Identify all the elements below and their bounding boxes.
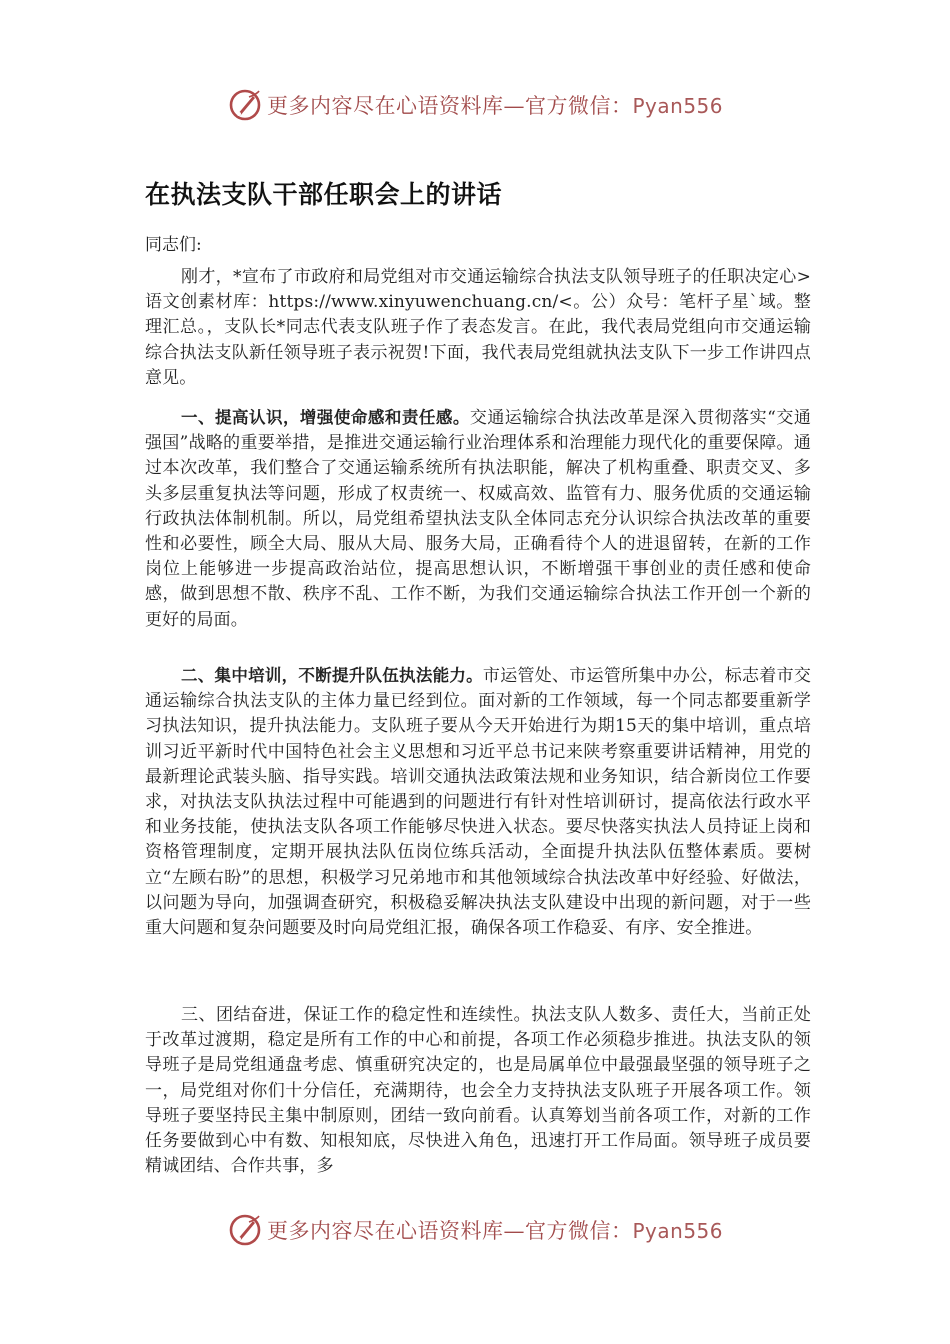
wechat-id: Pyan556 [632, 1219, 723, 1243]
salutation: 同志们: [145, 235, 202, 255]
paragraph-text: 市运管处、市运管所集中办公，标志着市交通运输综合执法支队的主体力量已经到位。面对新的工作领域，每一个同志都要重新学习执法知识，提升执法能力。支队班子要从今天开始进行为期15天的集中培训，重点培训习近平新时代中国特色社会主义思想和习近平总书记来陕考察重要讲话精神，用党的最新理论武装头脑、指导实践。培训交通执法政策法规和业务知识，结合新岗位工作要求，对执法支队执法过程中可能遇到的问题进行有针对性培训研讨，提高依法行政水平和业务技能，使执法支队各项工作能够尽快进入状态。要尽快落实执法人员持证上岗和资格管理制度，定期开展执法队伍岗位练兵活动，全面提升执法队伍整体素质。要树立“左顾右盼”的思想，积极学习兄弟地市和其他领域综合执法改革中好经验、好做法，以问题为导向，加强调查研究，积极稳妥解决执法支队建设中出现的新问题，对于一些重大问题和复杂问题要及时向局党组汇报，确保各项工作稳妥、有序、安全推进。 [145, 666, 811, 939]
quill-pen-circle-icon [227, 1212, 263, 1248]
paragraph-section-2 [145, 663, 811, 941]
section-heading: 一、提高认识，增强使命感和责任感。 [181, 408, 470, 427]
paragraph-intro [145, 265, 811, 391]
wechat-id: Pyan556 [632, 94, 723, 118]
page-title: 在执法支队干部任职会上的讲话 [145, 180, 503, 209]
paragraph-text: 刚才，*宣布了市政府和局党组对市交通运输综合执法支队领导班子的任职决定心>语文创素材库：https://www.xinyuwenchuang.cn/<。公）众号：笔杆子星`域。整理汇总。，支队长*同志代表支队班子作了表态发言。在此，我代表局党组向市交通运输综合执法支队新任领导班子表示祝贺!下面，我代表局党组就执法支队下一步工作讲四点意见。 [145, 267, 811, 388]
paragraph-section-3 [145, 1003, 811, 1179]
banner-text [267, 90, 723, 120]
paragraph-section-1 [145, 405, 811, 633]
footer-banner [0, 1208, 950, 1252]
paragraph-text: 三、团结奋进，保证工作的稳定性和连续性。执法支队人数多、责任大，当前正处于改革过渡期，稳定是所有工作的中心和前提，各项工作必须稳步推进。执法支队的领导班子是局党组通盘考虑、慎重研究决定的，也是局属单位中最强最坚强的领导班子之一，局党组对你们十分信任，充满期待，也会全力支持执法支队班子开展各项工作。领导班子要坚持民主集中制原则，团结一致向前看。认真筹划当前各项工作，对新的工作任务要做到心中有数、知根知底，尽快进入角色，迅速打开工作局面。领导班子成员要精诚团结、合作共事，多 [145, 1005, 811, 1177]
banner-text [267, 1215, 723, 1245]
paragraph-text: 交通运输综合执法改革是深入贯彻落实“交通强国”战略的重要举措，是推进交通运输行业治理体系和治理能力现代化的重要保障。通过本次改革，我们整合了交通运输系统所有执法职能，解决了机构重叠、职责交叉、多头多层重复执法等问题，形成了权责统一、权威高效、监管有力、服务优质的交通运输行政执法体制机制。所以，局党组希望执法支队全体同志充分认识综合执法改革的重要性和必要性，顾全大局、服从大局、服务大局，正确看待个人的进退留转，在新的工作岗位上能够进一步提高政治站位，提高思想认识，不断增强干事创业的责任感和使命感，做到思想不散、秩序不乱、工作不断，为我们交通运输综合执法工作开创一个新的更好的局面。 [145, 408, 811, 630]
banner-label: 更多内容尽在心语资料库—官方微信： [266, 94, 633, 118]
header-banner [0, 83, 950, 127]
section-heading: 二、集中培训，不断提升队伍执法能力。 [181, 666, 483, 685]
quill-pen-circle-icon [227, 87, 263, 123]
banner-label: 更多内容尽在心语资料库—官方微信： [266, 1219, 633, 1243]
